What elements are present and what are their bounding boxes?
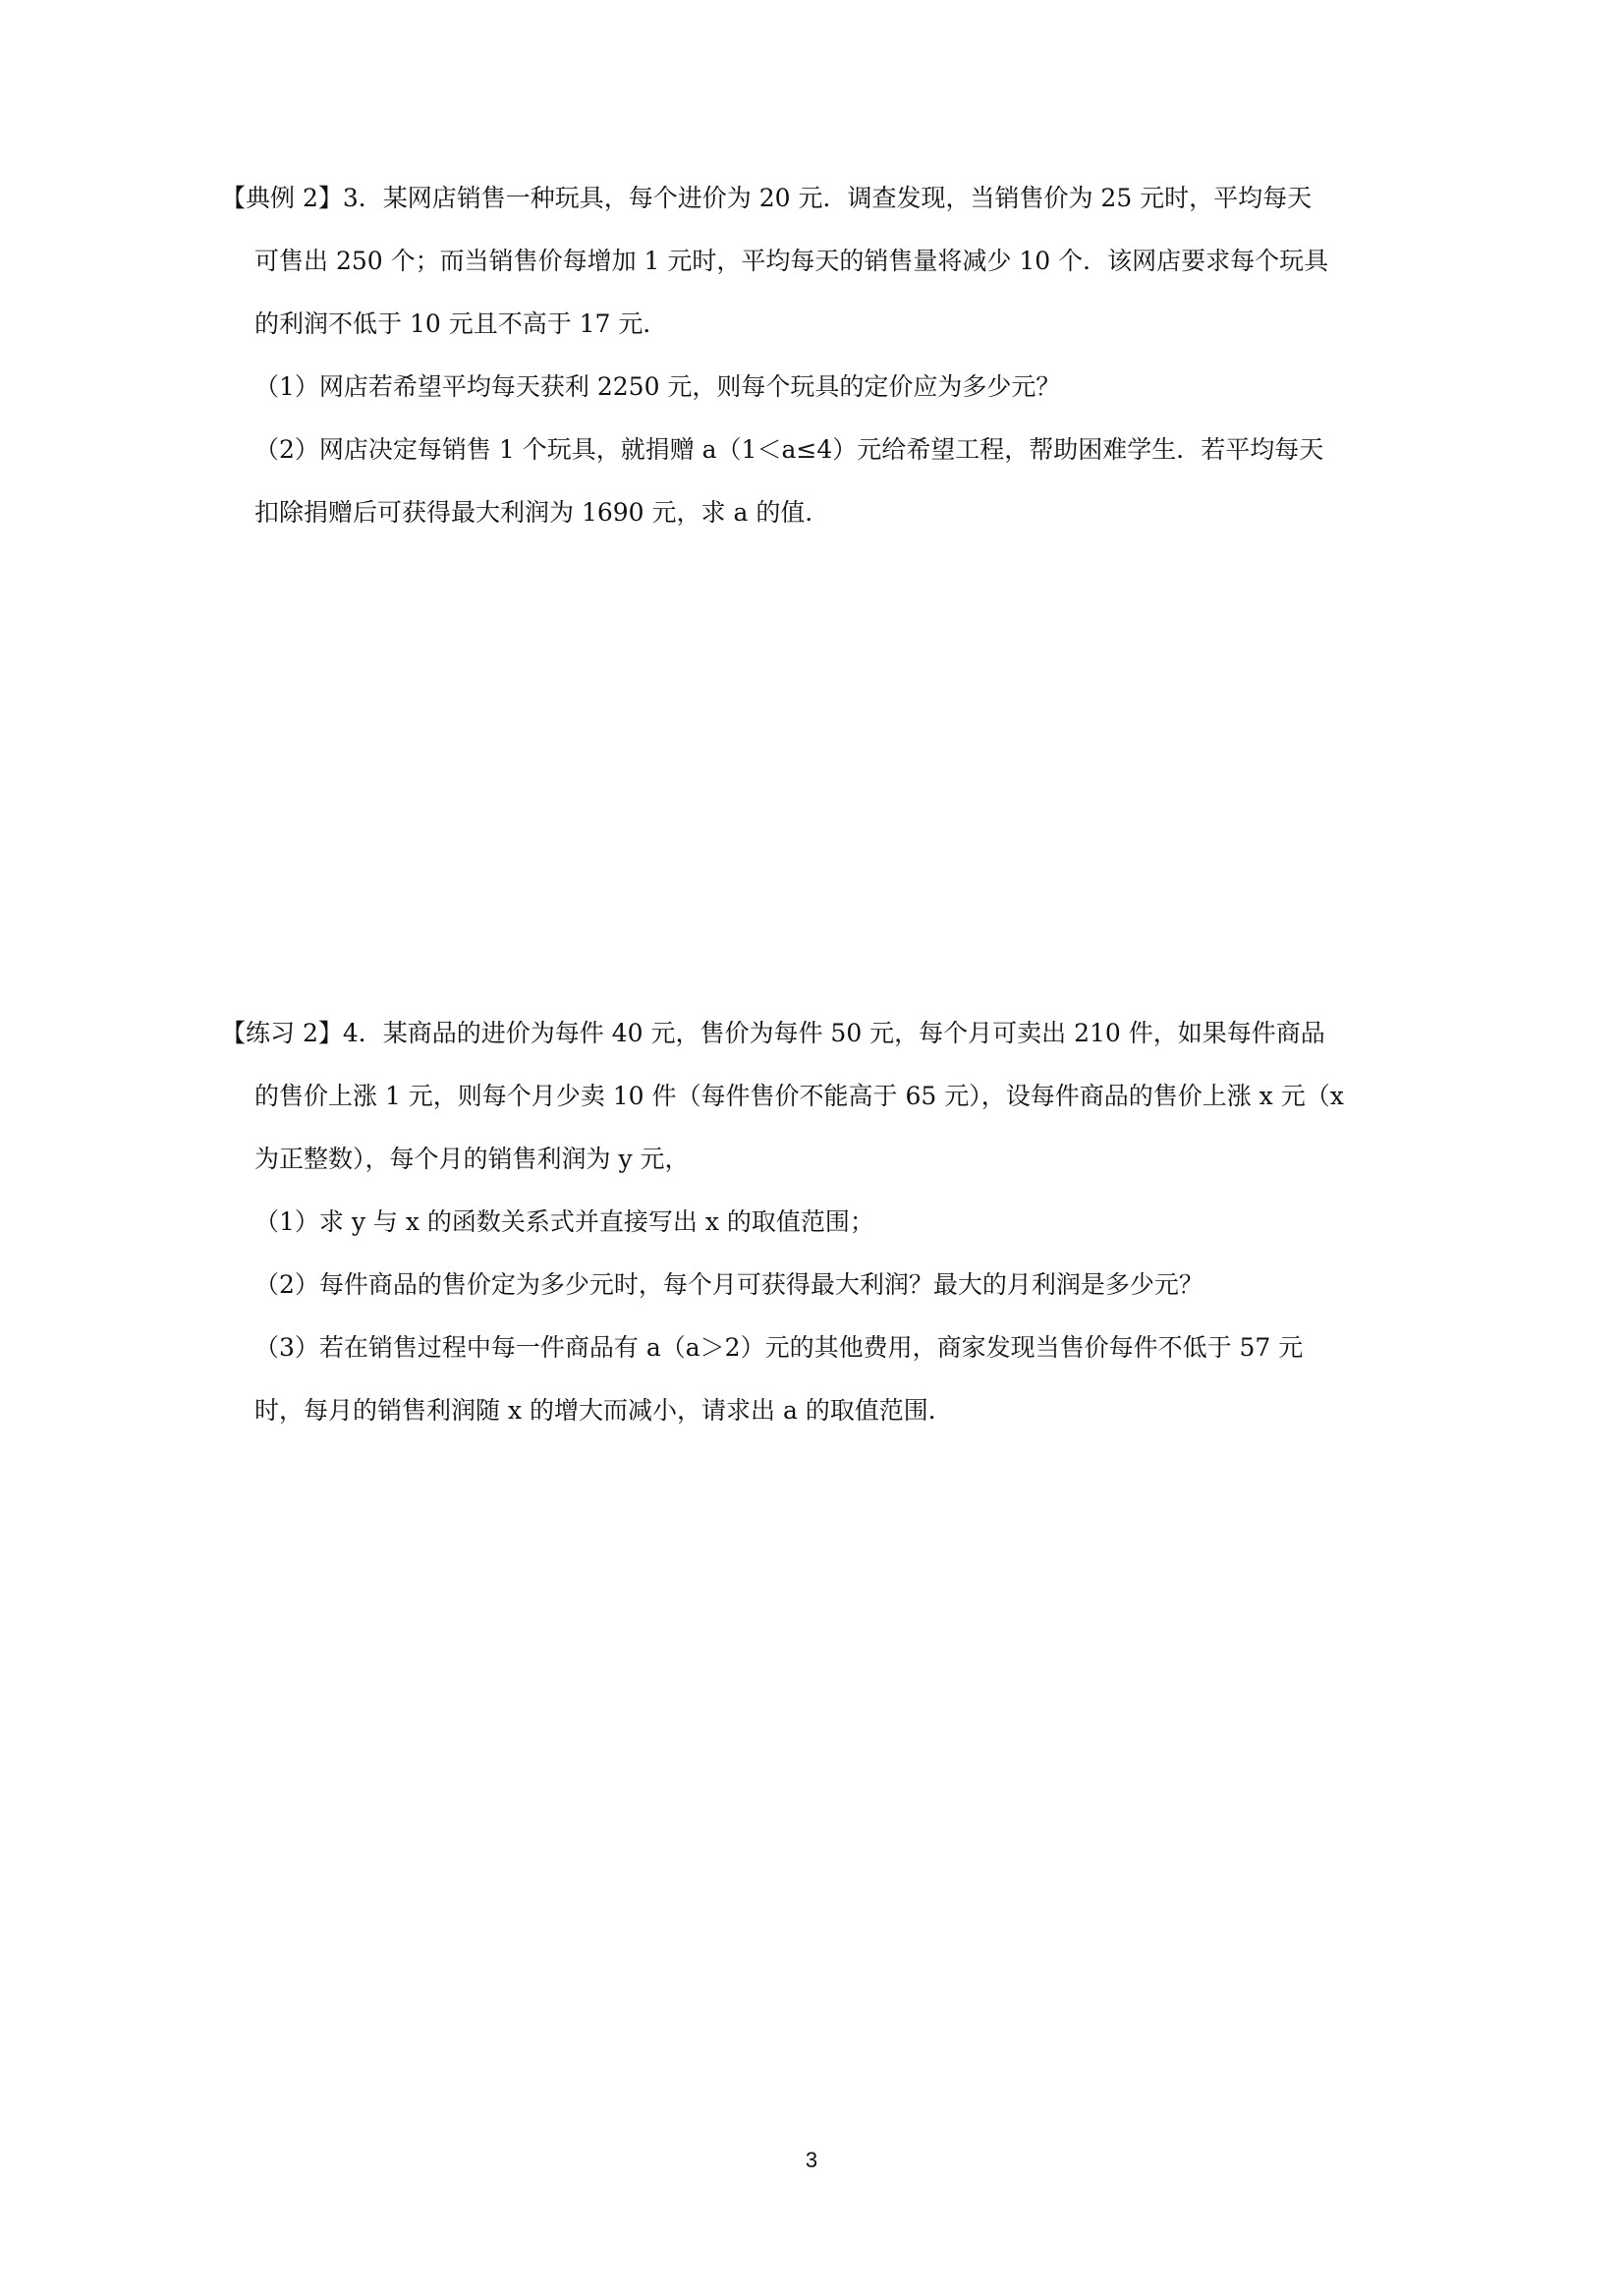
sub-question-2 — [221, 419, 1415, 544]
sub-question-line: （3）若在销售过程中每一件商品有 a（a＞2）元的其他费用，商家发现当售价每件不低于 57 元 — [254, 1333, 1304, 1362]
sub-question-3 — [221, 1316, 1415, 1442]
sub-question-1 — [221, 356, 1415, 419]
sub-question-line: （1）网店若希望平均每天获利 2250 元，则每个玩具的定价应为多少元？ — [254, 372, 1061, 401]
sub-question-line: （1）求 y 与 x 的函数关系式并直接写出 x 的取值范围； — [254, 1207, 874, 1236]
problem-stem — [221, 1002, 1415, 1191]
sub-question-line: 时，每月的销售利润随 x 的增大而减小，请求出 a 的取值范围． — [254, 1396, 953, 1425]
sub-question-line: 扣除捐赠后可获得最大利润为 1690 元，求 a 的值． — [254, 498, 830, 527]
stem-line: 为正整数），每个月的销售利润为 y 元， — [254, 1145, 690, 1173]
stem-line: 【练习 2】4．某商品的进价为每件 40 元，售价为每件 50 元，每个月可卖出 210 件，如果每件商品 — [221, 1019, 1325, 1047]
stem-line: 可售出 250 个；而当销售价每增加 1 元时，平均每天的销售量将减少 10 个．该网店要求每个玩具 — [254, 247, 1329, 275]
sub-question-2 — [221, 1254, 1415, 1316]
sub-question-1 — [221, 1191, 1415, 1254]
stem-line: 的利润不低于 10 元且不高于 17 元． — [254, 309, 668, 338]
stem-line: 的售价上涨 1 元，则每个月少卖 10 件（每件售价不能高于 65 元），设每件商品的售价上涨 x 元（x — [254, 1082, 1344, 1110]
sub-question-line: （2）每件商品的售价定为多少元时，每个月可获得最大利润？最大的月利润是多少元？ — [254, 1270, 1203, 1299]
problem-practice-2 — [221, 1002, 1415, 1442]
sub-question-line: （2）网店决定每销售 1 个玩具，就捐赠 a（1＜a≤4）元给希望工程，帮助困难学生．若平均每天 — [254, 435, 1324, 464]
page-number: 3 — [805, 2148, 818, 2172]
stem-line: 【典例 2】3．某网店销售一种玩具，每个进价为 20 元．调查发现，当销售价为 25 元时，平均每天 — [221, 184, 1313, 212]
problem-typical-example-2 — [221, 167, 1415, 544]
problem-stem — [221, 167, 1415, 356]
